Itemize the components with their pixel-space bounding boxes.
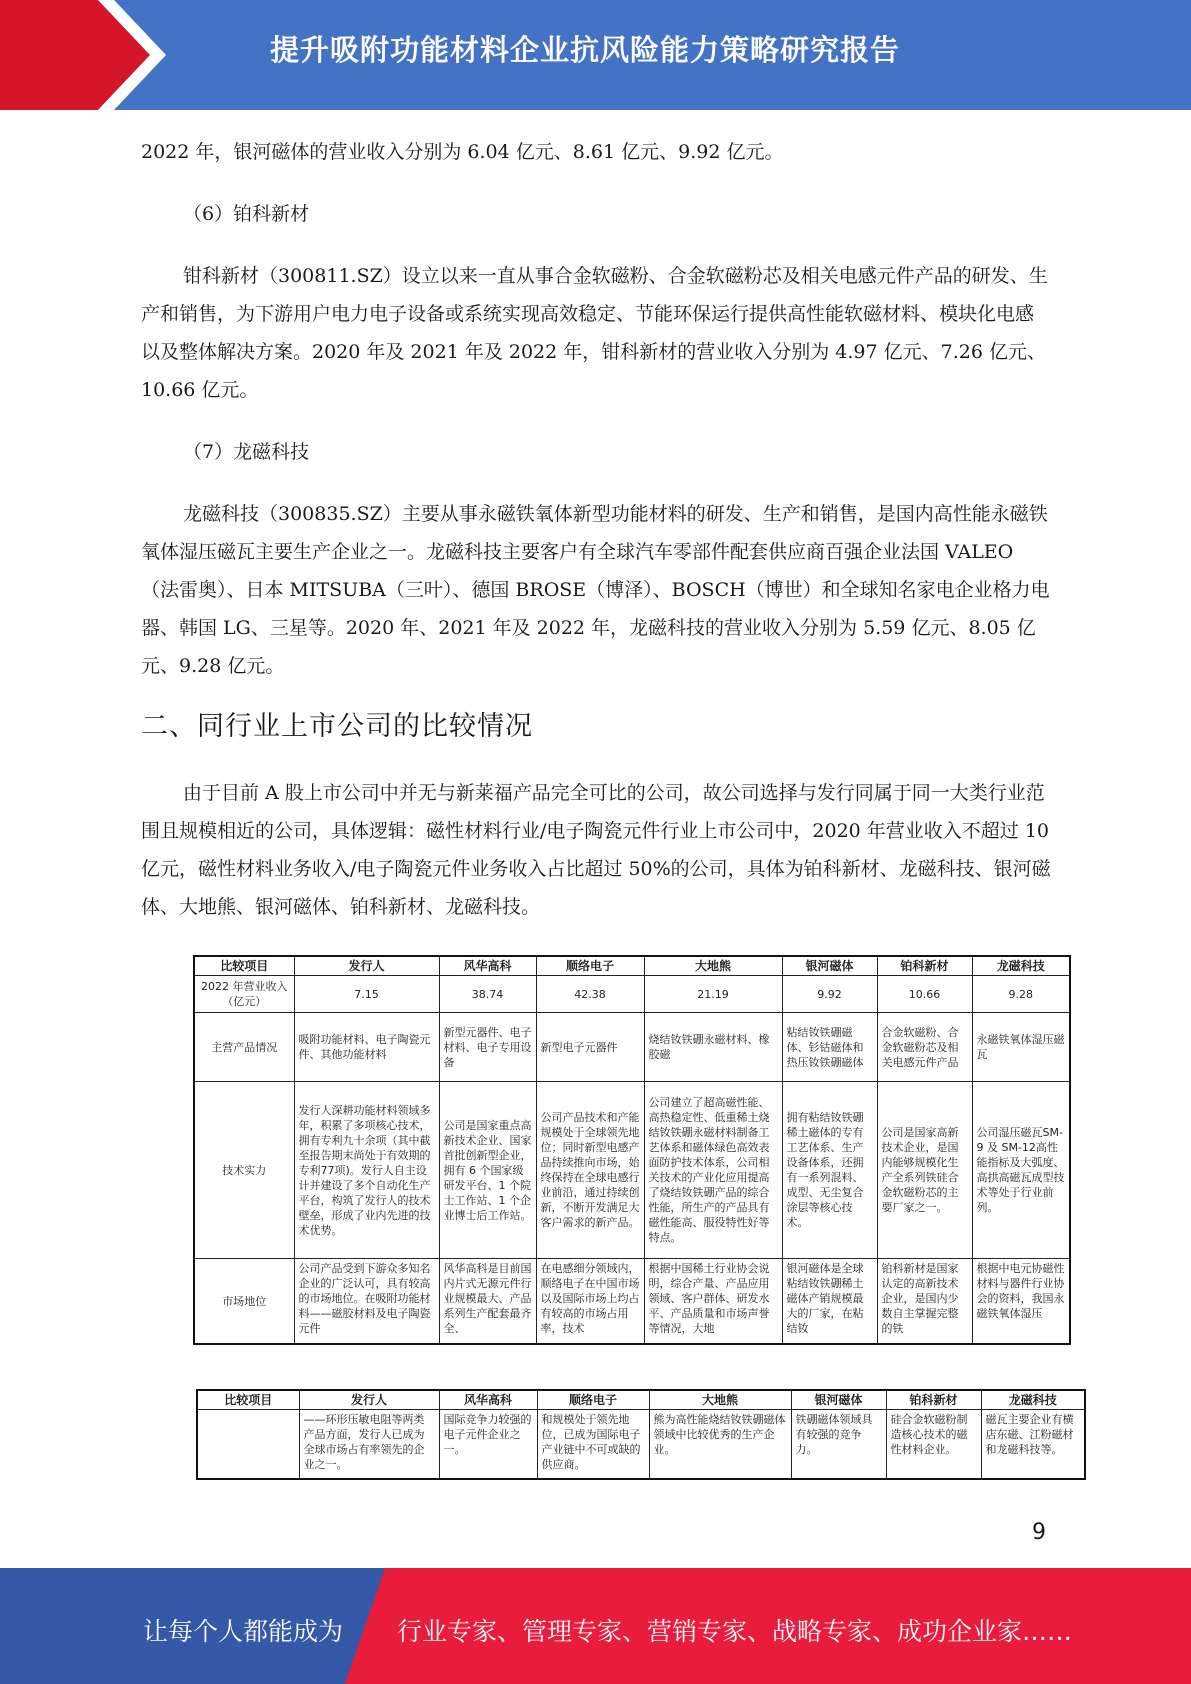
table-header-cell: 发行人	[299, 1390, 439, 1410]
table-header-cell: 比较项目	[197, 1390, 299, 1410]
table-header-cell: 龙磁科技	[972, 956, 1070, 976]
subheading-longci: （7）龙磁科技	[183, 441, 310, 463]
table-cell: 硅合金软磁粉制造核心技术的磁性材料企业。	[886, 1410, 981, 1480]
table-cell: 新型电子元器件	[536, 1013, 644, 1082]
table-header-cell: 顺络电子	[537, 1390, 649, 1410]
table-cell: 风华高科是目前国内片式无源元件行业规模最大、产品系列生产配套最齐全、	[439, 1259, 536, 1345]
table-cell: 银河磁体是全球粘结钕铁硼稀土磁体产销规模最大的厂家，在粘结钕	[782, 1259, 877, 1345]
table-cell: 熊为高性能烧结钕铁硼磁体领域中比较优秀的生产企业。	[649, 1410, 791, 1480]
comparison-table-part2	[196, 1389, 1086, 1480]
table-cell: 公司是国家重点高新技术企业、国家首批创新型企业，拥有 6 个国家级研发平台、1 个院士工作站、1 个企业博士后工作站。	[439, 1082, 536, 1259]
table-cell: 市场地位	[194, 1259, 294, 1345]
table-row-market-position	[194, 1259, 1070, 1345]
table-cell: 磁瓦主要企业有横店东磁、江粉磁材和龙磁科技等。	[981, 1410, 1085, 1480]
table-header-cell: 铂科新材	[877, 956, 972, 976]
page-footer	[0, 1568, 1191, 1684]
table-header-cell: 风华高科	[439, 956, 536, 976]
table-row-products	[194, 1013, 1070, 1082]
table-cell: 铂科新材是国家认定的高新技术企业，是国内少数自主掌握完整的铁	[877, 1259, 972, 1345]
table-header-cell: 铂科新材	[886, 1390, 981, 1410]
table-cell: 铁硼磁体领域具有较强的竞争力。	[791, 1410, 886, 1480]
table-cell: 21.19	[644, 976, 782, 1013]
footer-slogan-left: 让每个人都能成为	[143, 1617, 344, 1646]
table-cell: 主营产品情况	[194, 1013, 294, 1082]
table-cell: 38.74	[439, 976, 536, 1013]
paragraph-longci: 龙磁科技（300835.SZ）主要从事永磁铁氧体新型功能材料的研发、生产和销售，是国内高性能永磁铁氧体湿压磁瓦主要生产企业之一。龙磁科技主要客户有全球汽车零部件配套供应商百强企业法国 VALEO（法雷奥）、日本 MITSUBA（三叶）、德国 BROSE（博泽）、BOSCH（博世）和全球知名家电企业格力电器、韩国 LG、三星等。2020 年、2021 年及 2022 年，龙磁科技的营业收入分别为 5.59 亿元、8.05 亿元、9.28 亿元。	[141, 503, 1050, 677]
paragraph-boke: 钳科新材（300811.SZ）设立以来一直从事合金软磁粉、合金软磁粉芯及相关电感元件产品的研发、生产和销售，为下游用户电力电子设备或系统实现高效稳定、节能环保运行提供高性能软磁材料、模块化电感以及整体解决方案。2020 年及 2021 年及 2022 年，钳科新材的营业收入分别为 4.97 亿元、7.26 亿元、10.66 亿元。	[141, 265, 1048, 401]
table-cell: 公司是国家高新技术企业，是国内能够规模化生产全系列铁硅合金软磁粉芯的主要厂家之一。	[877, 1082, 972, 1259]
table-header-cell: 发行人	[294, 956, 439, 976]
table-cell: 2022 年营业收入（亿元）	[194, 976, 294, 1013]
table-cell: 9.92	[782, 976, 877, 1013]
table-cell: 在电感细分领域内，顺络电子在中国市场以及国际市场上均占有较高的市场占用率，技术	[536, 1259, 644, 1345]
table-cell: ——环形压敏电阻等两类产品方面，发行人已成为全球市场占有率领先的企业之一。	[299, 1410, 439, 1480]
table-header-cell: 大地熊	[649, 1390, 791, 1410]
table-cell: 国际竞争力较强的电子元件企业之一。	[439, 1410, 537, 1480]
table-cell: 9.28	[972, 976, 1070, 1013]
table-cell: 根据中国稀土行业协会说明，综合产量、产品应用领域、客户群体、研发水平、产品质量和市场声誉等情况，大地	[644, 1259, 782, 1345]
table-header-row	[194, 956, 1070, 976]
table-header-cell: 龙磁科技	[981, 1390, 1085, 1410]
table-cell: 10.66	[877, 976, 972, 1013]
table-cell: 合金软磁粉、合金软磁粉芯及相关电感元件产品	[877, 1013, 972, 1082]
table-header-cell: 银河磁体	[791, 1390, 886, 1410]
section-title-peer-comparison: 二、同行业上市公司的比较情况	[141, 711, 533, 742]
table-cell: 公司湿压磁瓦SM-9 及 SM-12高性能指标及大弧度、高拱高磁瓦成型技术等处于行业前列。	[972, 1082, 1070, 1259]
table-header-cell: 银河磁体	[782, 956, 877, 976]
table-cell: 公司产品受到下游众多知名企业的广泛认可，具有较高的市场地位。在吸附功能材料——磁胶材料及电子陶瓷元件	[294, 1259, 439, 1345]
table-cell: 新型元器件、电子材料、电子专用设备	[439, 1013, 536, 1082]
comparison-table-part1	[193, 955, 1071, 1345]
footer-slogan-right: 行业专家、管理专家、营销专家、战略专家、成功企业家……	[397, 1617, 1073, 1646]
header-title: 提升吸附功能材料企业抗风险能力策略研究报告	[270, 33, 901, 67]
page-number: 9	[1032, 1520, 1046, 1545]
table-cell: 粘结钕铁硼磁体、钐钴磁体和热压钕铁硼磁体	[782, 1013, 877, 1082]
table-header-cell: 比较项目	[194, 956, 294, 976]
table-header-cell: 大地熊	[644, 956, 782, 976]
table-cell: 42.38	[536, 976, 644, 1013]
table-cell: 拥有粘结钕铁硼稀土磁体的专有工艺体系、生产设备体系，还拥有一系列混料、成型、无尘复合涂层等核心技术。	[782, 1082, 877, 1259]
table-cell: 吸附功能材料、电子陶瓷元件、其他功能材料	[294, 1013, 439, 1082]
table-cell: 公司建立了超高磁性能、高热稳定性、低重稀土烧结钕铁硼永磁材料制备工艺体系和磁体绿色高效表面防护技术体系，公司相关技术的产业化应用提高了烧结钕铁硼产品的综合性能，所生产的产品具有磁性能高、服役特性好等特点。	[644, 1082, 782, 1259]
table-row-revenue	[194, 976, 1070, 1013]
table-header-cell: 顺络电子	[536, 956, 644, 976]
paragraph-peer-selection: 由于目前 A 股上市公司中并无与新莱福产品完全可比的公司，故公司选择与发行同属于同一大类行业范围且规模相近的公司，具体逻辑：磁性材料行业/电子陶瓷元件行业上市公司中，2020 年营业收入不超过 10 亿元，磁性材料业务收入/电子陶瓷元件业务收入占比超过 50%的公司，具体为铂科新材、龙磁科技、银河磁体、大地熊、银河磁体、铂科新材、龙磁科技。	[141, 782, 1051, 918]
table-row-market-position-cont	[197, 1410, 1085, 1480]
table-cell: 根据中电元协磁性材料与器件行业协会的资料，我国永磁铁氧体湿压	[972, 1259, 1070, 1345]
table-cell: 公司产品技术和产能规模处于全球领先地位；同时新型电感产品持续推向市场，始终保持在全球电感行业前沿，通过持续创新，不断开发满足大客户需求的新产品。	[536, 1082, 644, 1259]
table-cell: 永磁铁氧体湿压磁瓦	[972, 1013, 1070, 1082]
table-cell: 烧结钕铁硼永磁材料、橡胶磁	[644, 1013, 782, 1082]
table-row-technology	[194, 1082, 1070, 1259]
subheading-boke: （6）铂科新材	[183, 203, 310, 225]
table-header-row	[197, 1390, 1085, 1410]
table-cell	[197, 1410, 299, 1480]
table-cell: 技术实力	[194, 1082, 294, 1259]
table-cell: 发行人深耕功能材料领域多年，积累了多项核心技术，拥有专利九十余项（其中截至报告期末尚处于有效期的专利77项)。发行人自主设计并建设了多个自动化生产平台，构筑了发行人的技术壁垒，形成了业内先进的技术优势。	[294, 1082, 439, 1259]
table-cell: 和规模处于领先地位，已成为国际电子产业链中不可或缺的供应商。	[537, 1410, 649, 1480]
paragraph-yinhe-revenue: 2022 年，银河磁体的营业收入分别为 6.04 亿元、8.61 亿元、9.92 亿元。	[141, 141, 784, 163]
page-header	[0, 0, 1191, 110]
table-header-cell: 风华高科	[439, 1390, 537, 1410]
table-cell: 7.15	[294, 976, 439, 1013]
